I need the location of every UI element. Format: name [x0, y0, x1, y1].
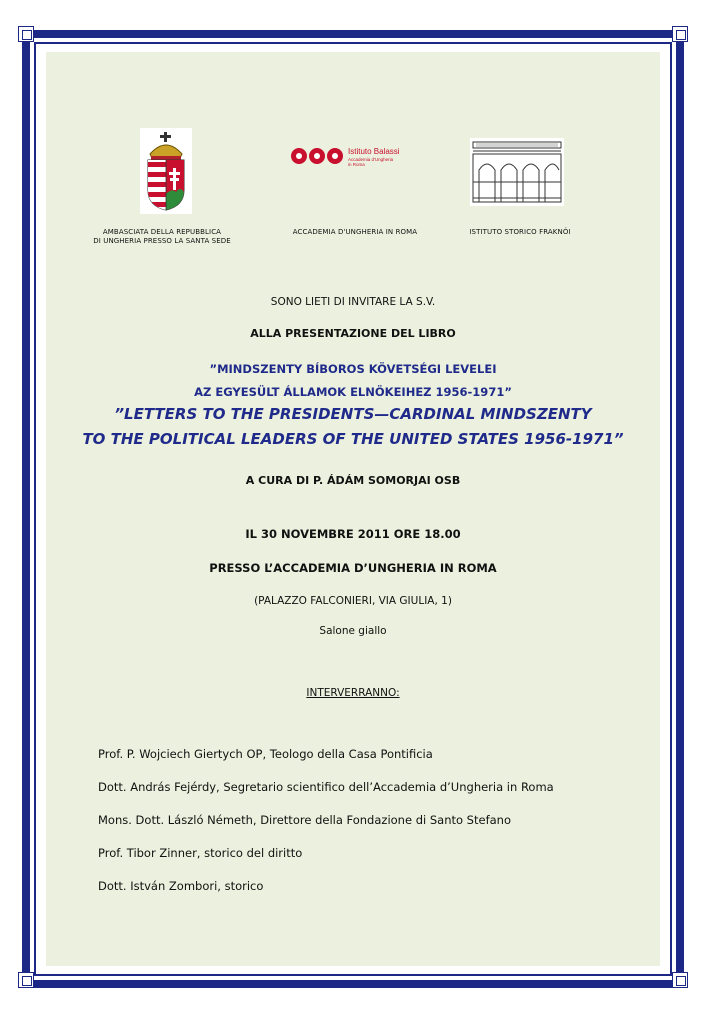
academy-caption: ACCADEMIA D'UNGHERIA IN ROMA — [292, 228, 418, 236]
border-corner-ornament — [672, 26, 688, 42]
svg-text:Accademia d'Ungheria: Accademia d'Ungheria — [348, 157, 394, 162]
border-corner-ornament — [672, 972, 688, 988]
event-date: IL 30 NOVEMBRE 2011 ORE 18.00 — [245, 527, 461, 541]
venue-address: (PALAZZO FALCONIERI, VIA GIULIA, 1) — [254, 595, 452, 607]
svg-text:Istituto Balassi: Istituto Balassi — [348, 147, 400, 156]
book-title-hungarian-line2: AZ EGYESÜLT ÁLLAMOK ELNÖKEIHEZ 1956-1971” — [194, 385, 512, 399]
venue-hall: Salone giallo — [319, 625, 387, 637]
fraknoi-caption: ISTITUTO STORICO FRAKNÓI — [469, 228, 571, 236]
speaker-item: Prof. Tibor Zinner, storico del diritto — [98, 846, 303, 860]
fraknoi-building-facade-icon — [470, 138, 564, 206]
invitation-intro: SONO LIETI DI INVITARE LA S.V. — [270, 296, 436, 308]
embassy-caption — [80, 228, 244, 246]
event-heading: ALLA PRESENTAZIONE DEL LIBRO — [250, 327, 456, 340]
speakers-list — [98, 746, 554, 911]
embassy-caption-line2: DI UNGHERIA PRESSO LA SANTA SEDE — [93, 237, 231, 245]
speaker-item: Dott. András Fejérdy, Segretario scientifico dell’Accademia d’Ungheria in Roma — [98, 780, 554, 794]
speaker-item: Dott. István Zombori, storico — [98, 879, 264, 893]
book-title-hungarian-line1: ”MINDSZENTY BÍBOROS KÖVETSÉGI LEVELEI — [209, 362, 497, 376]
event-venue: PRESSO L’ACCADEMIA D’UNGHERIA IN ROMA — [209, 561, 497, 575]
speaker-item: Mons. Dott. László Németh, Direttore della Fondazione di Santo Stefano — [98, 813, 511, 827]
curator-line: A CURA DI P. ÁDÁM SOMORJAI OSB — [245, 474, 461, 487]
embassy-caption-line1: AMBASCIATA DELLA REPUBBLICA — [102, 228, 222, 236]
speaker-item: Prof. P. Wojciech Giertych OP, Teologo della Casa Pontificia — [98, 747, 433, 761]
book-title-english-line1: ”LETTERS TO THE PRESIDENTS—CARDINAL MINDSZENTY — [114, 405, 592, 423]
border-corner-ornament — [18, 26, 34, 42]
hungarian-coat-of-arms-icon — [140, 128, 192, 214]
balassi-institute-logo — [290, 144, 418, 168]
svg-text:in Roma: in Roma — [348, 162, 365, 167]
speakers-heading: INTERVERRANNO: — [306, 687, 400, 699]
book-title-english-line2: TO THE POLITICAL LEADERS OF THE UNITED STATES 1956-1971” — [82, 430, 624, 448]
border-corner-ornament — [18, 972, 34, 988]
